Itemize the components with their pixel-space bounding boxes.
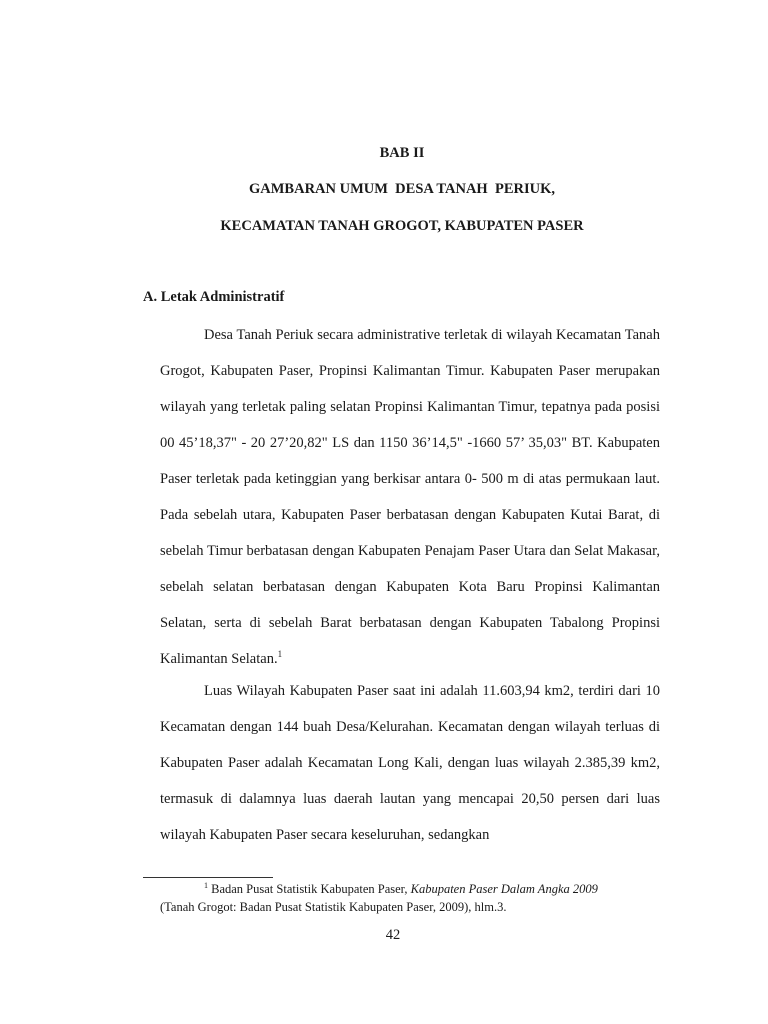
chapter-title-line-2: KECAMATAN TANAH GROGOT, KABUPATEN PASER	[220, 218, 584, 234]
paragraph-1-text: Desa Tanah Periuk secara administrative terletak di wilayah Kecamatan Tanah Grogot, Kabupaten Paser, Propinsi Kalimantan Timur. Kabupaten Paser merupakan wilayah yang terletak paling selatan Propinsi Kalimantan Timur, tepatnya pada posisi 00 45’18,37" - 20 27’20,82" LS dan 1150 36’14,5" -1660 57’ 35,03" BT. Kabupaten Paser terletak pada ketinggian yang berkisar antara 0- 500 m di atas permukaan laut. Pada sebelah utara, Kabupaten Paser berbatasan dengan Kabupaten Kutai Barat, di sebelah Timur berbatasan dengan Kabupaten Penajam Paser Utara dan Selat Makasar, sebelah selatan berbatasan dengan Kabupaten Kota Baru Propinsi Kalimantan Selatan, serta di sebelah Barat berbatasan dengan Kabupaten Tabalong Propinsi Kalimantan Selatan.	[160, 327, 660, 667]
footnote-number: 1	[204, 880, 208, 890]
footnote-first-line	[160, 880, 660, 898]
footnote-reference[interactable]: 1	[277, 649, 283, 660]
footnote-divider	[143, 877, 273, 878]
chapter-number: BAB II	[379, 145, 425, 161]
chapter-title-line-1: GAMBARAN UMUM DESA TANAH PERIUK,	[249, 181, 555, 197]
paragraph-2	[160, 673, 660, 853]
footnote-publication: (Tanah Grogot: Badan Pusat Statistik Kabupaten Paser, 2009), hlm.3.	[160, 900, 507, 914]
paragraph-1	[160, 317, 660, 677]
footnote-source: Badan Pusat Statistik Kabupaten Paser,	[208, 882, 411, 896]
footnote	[160, 880, 660, 916]
section-heading: A. Letak Administratif	[143, 289, 285, 305]
paragraph-2-text: Luas Wilayah Kabupaten Paser saat ini adalah 11.603,94 km2, terdiri dari 10 Kecamatan dengan 144 buah Desa/Kelurahan. Kecamatan dengan wilayah terluas di Kabupaten Paser adalah Kecamatan Long Kali, dengan luas wilayah 2.385,39 km2, termasuk di dalamnya luas daerah lautan yang mencapai 20,50 persen dari luas wilayah Kabupaten Paser secara keseluruhan, sedangkan	[160, 683, 660, 843]
footnote-book-title: Kabupaten Paser Dalam Angka 2009	[410, 882, 598, 896]
page-number: 42	[385, 927, 401, 943]
